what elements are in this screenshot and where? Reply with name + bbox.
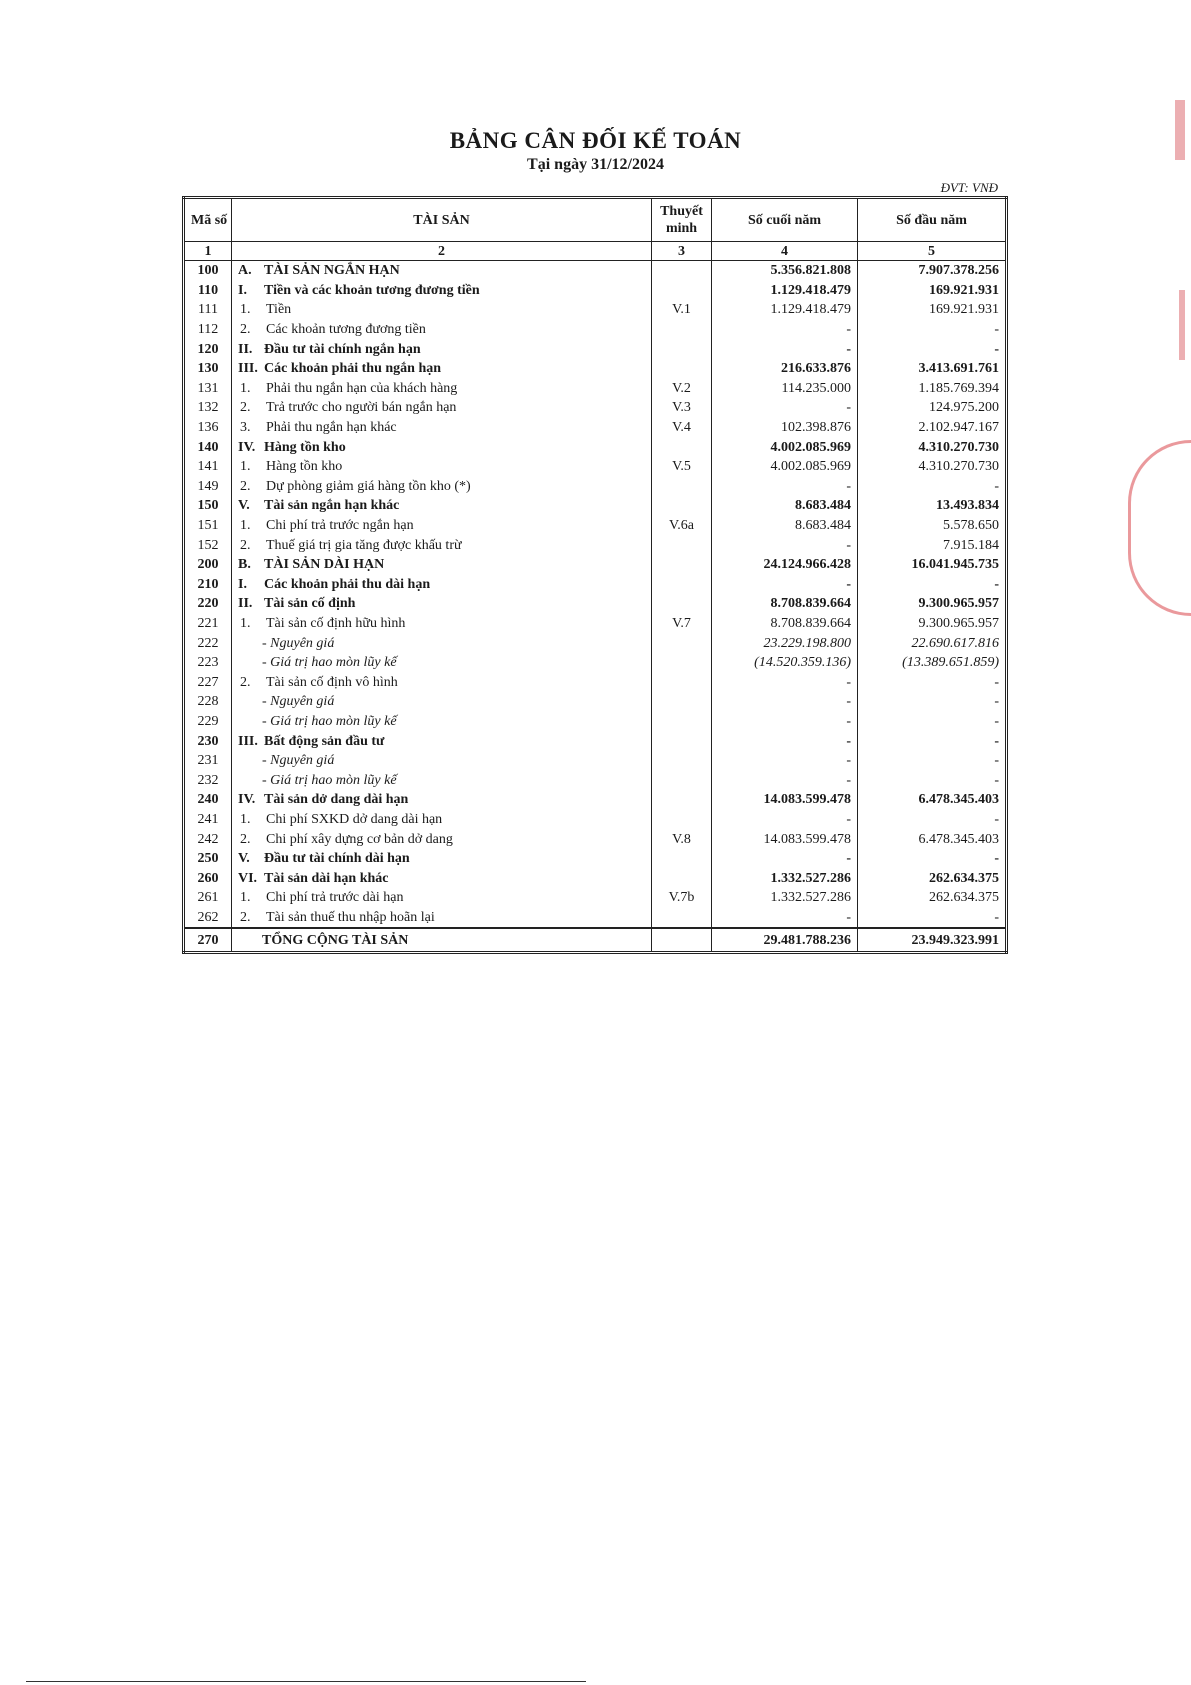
row-begin-value: -: [858, 477, 1007, 497]
red-seal-mark: [1179, 290, 1185, 360]
row-index: 2.: [240, 478, 251, 494]
table-row: [184, 908, 1007, 929]
row-name: Tài sản ngắn hạn khác: [264, 498, 400, 514]
col-number: 2: [232, 242, 652, 261]
row-name: TÀI SẢN NGẮN HẠN: [264, 263, 400, 279]
row-name: Hàng tồn kho: [266, 459, 343, 475]
row-note: V.7b: [652, 888, 712, 908]
row-code: 152: [184, 535, 232, 555]
row-end-value: 114.235.000: [712, 379, 858, 399]
total-row: [184, 928, 1007, 953]
row-index: B.: [238, 557, 251, 573]
row-name: - Nguyên giá: [262, 694, 335, 710]
row-begin-value: -: [858, 849, 1007, 869]
row-code: 131: [184, 379, 232, 399]
row-begin-value: 7.907.378.256: [858, 261, 1007, 281]
row-index: II.: [238, 341, 253, 357]
row-label: [232, 418, 652, 438]
row-code: 210: [184, 575, 232, 595]
row-label: [232, 829, 652, 849]
col-number: 3: [652, 242, 712, 261]
row-begin-value: 13.493.834: [858, 496, 1007, 516]
row-end-value: -: [712, 712, 858, 732]
row-note: [652, 731, 712, 751]
table-row: [184, 868, 1007, 888]
row-begin-value: -: [858, 575, 1007, 595]
row-begin-value: -: [858, 810, 1007, 830]
row-note: [652, 575, 712, 595]
row-label: [232, 281, 652, 301]
table-row: [184, 437, 1007, 457]
row-index: VI.: [238, 870, 258, 886]
row-end-value: -: [712, 477, 858, 497]
row-end-value: -: [712, 398, 858, 418]
row-end-value: -: [712, 908, 858, 929]
row-begin-value: 169.921.931: [858, 281, 1007, 301]
table-row: [184, 614, 1007, 634]
row-end-value: -: [712, 535, 858, 555]
row-name: Thuế giá trị gia tăng được khấu trừ: [266, 537, 462, 553]
row-name: Đầu tư tài chính dài hạn: [264, 851, 410, 867]
row-code: 120: [184, 339, 232, 359]
balance-sheet-table: [182, 196, 1008, 954]
total-begin-value: 23.949.323.991: [858, 928, 1007, 953]
row-code: 222: [184, 633, 232, 653]
row-name: Chi phí SXKD dở dang dài hạn: [266, 811, 443, 827]
row-index: 1.: [240, 302, 251, 318]
row-code: 149: [184, 477, 232, 497]
row-label: [232, 908, 652, 929]
red-seal-stamp: [1128, 440, 1191, 616]
row-end-value: 8.708.839.664: [712, 594, 858, 614]
row-label: [232, 790, 652, 810]
row-name: Trả trước cho người bán ngắn hạn: [266, 400, 457, 416]
row-note: V.3: [652, 398, 712, 418]
row-begin-value: 124.975.200: [858, 398, 1007, 418]
row-index: 1.: [240, 518, 251, 534]
row-name: Đầu tư tài chính ngắn hạn: [264, 341, 421, 357]
row-code: 151: [184, 516, 232, 536]
row-label: [232, 339, 652, 359]
red-seal-mark: [1175, 100, 1185, 160]
row-begin-value: 22.690.617.816: [858, 633, 1007, 653]
col-number: 1: [184, 242, 232, 261]
row-begin-value: 262.634.375: [858, 888, 1007, 908]
row-label: [232, 751, 652, 771]
row-note: [652, 712, 712, 732]
table-row: [184, 790, 1007, 810]
col-header-note-text: Thuyết minh: [660, 204, 703, 236]
row-note: [652, 868, 712, 888]
row-end-value: -: [712, 849, 858, 869]
row-name: Chi phí trả trước dài hạn: [266, 890, 404, 906]
row-end-value: -: [712, 692, 858, 712]
row-label: [232, 672, 652, 692]
row-note: [652, 790, 712, 810]
row-note: [652, 594, 712, 614]
row-code: 227: [184, 672, 232, 692]
row-label: [232, 614, 652, 634]
row-label: [232, 868, 652, 888]
row-code: 111: [184, 300, 232, 320]
row-index: 1.: [240, 380, 251, 396]
row-begin-value: -: [858, 731, 1007, 751]
row-begin-value: 9.300.965.957: [858, 594, 1007, 614]
row-index: 3.: [240, 420, 251, 436]
table-row: [184, 300, 1007, 320]
row-note: [652, 555, 712, 575]
total-note: [652, 928, 712, 953]
row-begin-value: 6.478.345.403: [858, 829, 1007, 849]
table-row: [184, 712, 1007, 732]
row-note: V.6a: [652, 516, 712, 536]
row-label: [232, 379, 652, 399]
row-name: Bất động sản đầu tư: [264, 733, 385, 749]
row-begin-value: -: [858, 320, 1007, 340]
row-end-value: 1.332.527.286: [712, 888, 858, 908]
row-code: 110: [184, 281, 232, 301]
table-row: [184, 751, 1007, 771]
row-note: V.8: [652, 829, 712, 849]
table-row: [184, 281, 1007, 301]
row-begin-value: 262.634.375: [858, 868, 1007, 888]
row-name: Tiền: [266, 302, 292, 318]
row-label: [232, 555, 652, 575]
row-index: 1.: [240, 615, 251, 631]
row-code: 130: [184, 359, 232, 379]
table-row: [184, 339, 1007, 359]
row-index: I.: [238, 282, 247, 298]
row-code: 250: [184, 849, 232, 869]
row-begin-value: -: [858, 692, 1007, 712]
row-label: [232, 535, 652, 555]
row-code: 230: [184, 731, 232, 751]
row-end-value: 4.002.085.969: [712, 457, 858, 477]
table-row: [184, 575, 1007, 595]
table-body: [184, 261, 1007, 929]
row-name: Các khoản phải thu ngắn hạn: [264, 361, 442, 377]
row-label: [232, 770, 652, 790]
row-note: V.5: [652, 457, 712, 477]
row-end-value: 1.332.527.286: [712, 868, 858, 888]
row-begin-value: -: [858, 672, 1007, 692]
table-row: [184, 555, 1007, 575]
table-row: [184, 359, 1007, 379]
row-label: [232, 653, 652, 673]
row-code: 231: [184, 751, 232, 771]
row-code: 141: [184, 457, 232, 477]
row-code: 241: [184, 810, 232, 830]
row-end-value: -: [712, 731, 858, 751]
row-end-value: 216.633.876: [712, 359, 858, 379]
row-index: A.: [238, 263, 252, 279]
row-name: - Giá trị hao mòn lũy kế: [262, 713, 397, 729]
table-header-row: [184, 198, 1007, 242]
row-code: 220: [184, 594, 232, 614]
col-header-code: Mã số: [184, 198, 232, 242]
row-index: 2.: [240, 322, 251, 338]
row-name: Tài sản thuế thu nhập hoãn lại: [266, 909, 435, 925]
row-index: II.: [238, 596, 253, 612]
row-begin-value: -: [858, 339, 1007, 359]
table-row: [184, 810, 1007, 830]
row-note: [652, 653, 712, 673]
row-name: Tiền và các khoản tương đương tiền: [264, 282, 480, 298]
row-code: 150: [184, 496, 232, 516]
row-label: [232, 575, 652, 595]
col-number: 4: [712, 242, 858, 261]
table-row: [184, 320, 1007, 340]
row-index: III.: [238, 361, 258, 377]
row-begin-value: -: [858, 770, 1007, 790]
document-date: Tại ngày 31/12/2024: [527, 156, 664, 173]
document-title: BẢNG CÂN ĐỐI KẾ TOÁN: [449, 128, 742, 153]
table-row: [184, 379, 1007, 399]
row-end-value: 14.083.599.478: [712, 829, 858, 849]
row-label: [232, 810, 652, 830]
row-code: 240: [184, 790, 232, 810]
row-note: [652, 281, 712, 301]
row-begin-value: 9.300.965.957: [858, 614, 1007, 634]
row-begin-value: -: [858, 712, 1007, 732]
table-row: [184, 261, 1007, 281]
row-index: 2.: [240, 400, 251, 416]
row-begin-value: 4.310.270.730: [858, 457, 1007, 477]
table-row: [184, 496, 1007, 516]
row-label: [232, 359, 652, 379]
row-index: 2.: [240, 674, 251, 690]
row-begin-value: -: [858, 751, 1007, 771]
row-label: [232, 692, 652, 712]
row-label: [232, 849, 652, 869]
row-code: 232: [184, 770, 232, 790]
table-row: [184, 418, 1007, 438]
row-begin-value: 4.310.270.730: [858, 437, 1007, 457]
row-begin-value: 169.921.931: [858, 300, 1007, 320]
row-index: V.: [238, 498, 250, 514]
table-row: [184, 692, 1007, 712]
row-end-value: -: [712, 770, 858, 790]
table-row: [184, 535, 1007, 555]
row-index: 2.: [240, 909, 251, 925]
row-begin-value: 6.478.345.403: [858, 790, 1007, 810]
row-end-value: 24.124.966.428: [712, 555, 858, 575]
row-name: Dự phòng giảm giá hàng tồn kho (*): [266, 478, 471, 494]
row-label: [232, 888, 652, 908]
row-name: TÀI SẢN DÀI HẠN: [264, 557, 385, 573]
row-end-value: -: [712, 672, 858, 692]
row-index: 1.: [240, 890, 251, 906]
row-end-value: (14.520.359.136): [712, 653, 858, 673]
row-name: - Giá trị hao mòn lũy kế: [262, 655, 397, 671]
row-name: Phải thu ngắn hạn khác: [266, 420, 397, 436]
table-row: [184, 849, 1007, 869]
row-index: III.: [238, 733, 258, 749]
row-name: Hàng tồn kho: [264, 439, 346, 455]
row-label: [232, 457, 652, 477]
row-note: [652, 339, 712, 359]
row-end-value: 14.083.599.478: [712, 790, 858, 810]
row-index: IV.: [238, 792, 256, 808]
row-code: 100: [184, 261, 232, 281]
table-row: [184, 457, 1007, 477]
row-note: [652, 359, 712, 379]
col-header-name: TÀI SẢN: [232, 198, 652, 242]
row-label: [232, 712, 652, 732]
row-begin-value: 16.041.945.735: [858, 555, 1007, 575]
row-end-value: -: [712, 320, 858, 340]
row-note: [652, 477, 712, 497]
row-index: IV.: [238, 439, 256, 455]
col-header-end: Số cuối năm: [712, 198, 858, 242]
row-label: [232, 516, 652, 536]
row-note: [652, 908, 712, 929]
row-label: [232, 300, 652, 320]
row-index: 2.: [240, 831, 251, 847]
table-row: [184, 653, 1007, 673]
row-end-value: 5.356.821.808: [712, 261, 858, 281]
row-end-value: 23.229.198.800: [712, 633, 858, 653]
table-row: [184, 888, 1007, 908]
table-row: [184, 594, 1007, 614]
row-code: 242: [184, 829, 232, 849]
row-code: 261: [184, 888, 232, 908]
row-label: [232, 261, 652, 281]
row-code: 228: [184, 692, 232, 712]
row-end-value: 4.002.085.969: [712, 437, 858, 457]
row-end-value: -: [712, 810, 858, 830]
row-code: 136: [184, 418, 232, 438]
table-row: [184, 829, 1007, 849]
row-note: [652, 849, 712, 869]
table-row: [184, 477, 1007, 497]
row-name: Tài sản cố định: [264, 596, 356, 612]
row-note: V.1: [652, 300, 712, 320]
row-code: 112: [184, 320, 232, 340]
row-begin-value: -: [858, 908, 1007, 929]
row-code: 229: [184, 712, 232, 732]
total-end-value: 29.481.788.236: [712, 928, 858, 953]
table-header-numbers: [184, 242, 1007, 261]
col-number: 5: [858, 242, 1007, 261]
row-label: [232, 398, 652, 418]
row-label: [232, 731, 652, 751]
row-note: [652, 535, 712, 555]
table-row: [184, 770, 1007, 790]
row-name: - Nguyên giá: [262, 753, 335, 769]
row-code: 200: [184, 555, 232, 575]
col-header-note: [652, 198, 712, 242]
row-note: [652, 320, 712, 340]
row-index: 1.: [240, 811, 251, 827]
row-name: Tài sản dài hạn khác: [264, 870, 389, 886]
row-index: 1.: [240, 459, 251, 475]
row-name: Tài sản cố định hữu hình: [266, 615, 406, 631]
row-note: [652, 496, 712, 516]
table-row: [184, 516, 1007, 536]
row-note: [652, 633, 712, 653]
row-name: Tài sản cố định vô hình: [266, 674, 398, 690]
table-row: [184, 672, 1007, 692]
row-end-value: 1.129.418.479: [712, 300, 858, 320]
row-end-value: -: [712, 339, 858, 359]
row-note: [652, 692, 712, 712]
row-note: V.4: [652, 418, 712, 438]
currency-unit: ĐVT: VNĐ: [940, 180, 998, 195]
total-label: TỔNG CỘNG TÀI SẢN: [232, 928, 652, 953]
row-end-value: -: [712, 751, 858, 771]
row-label: [232, 496, 652, 516]
row-name: Chi phí trả trước ngắn hạn: [266, 518, 414, 534]
row-name: Tài sản dở dang dài hạn: [264, 792, 409, 808]
row-note: [652, 751, 712, 771]
row-end-value: 8.708.839.664: [712, 614, 858, 634]
table-row: [184, 731, 1007, 751]
col-header-begin: Số đầu năm: [858, 198, 1007, 242]
row-end-value: 102.398.876: [712, 418, 858, 438]
row-index: V.: [238, 851, 250, 867]
total-code: 270: [184, 928, 232, 953]
row-note: [652, 770, 712, 790]
row-code: 132: [184, 398, 232, 418]
row-index: I.: [238, 576, 247, 592]
row-note: V.2: [652, 379, 712, 399]
row-name: Phải thu ngắn hạn của khách hàng: [266, 380, 458, 396]
footer-rule: [26, 1681, 586, 1682]
row-end-value: 8.683.484: [712, 516, 858, 536]
row-label: [232, 437, 652, 457]
row-label: [232, 633, 652, 653]
row-name: - Nguyên giá: [262, 635, 335, 651]
row-end-value: 8.683.484: [712, 496, 858, 516]
row-code: 260: [184, 868, 232, 888]
row-index: 2.: [240, 537, 251, 553]
table-row: [184, 633, 1007, 653]
row-note: [652, 810, 712, 830]
row-note: [652, 261, 712, 281]
row-begin-value: 5.578.650: [858, 516, 1007, 536]
row-code: 262: [184, 908, 232, 929]
row-name: - Giá trị hao mòn lũy kế: [262, 772, 397, 788]
row-name: Chi phí xây dựng cơ bản dở dang: [266, 831, 453, 847]
row-label: [232, 594, 652, 614]
row-name: Các khoản phải thu dài hạn: [264, 576, 431, 592]
table-row: [184, 398, 1007, 418]
row-begin-value: 1.185.769.394: [858, 379, 1007, 399]
row-begin-value: 7.915.184: [858, 535, 1007, 555]
row-label: [232, 320, 652, 340]
row-code: 223: [184, 653, 232, 673]
row-note: [652, 437, 712, 457]
row-label: [232, 477, 652, 497]
row-name: Các khoản tương đương tiền: [266, 322, 426, 338]
row-code: 221: [184, 614, 232, 634]
row-begin-value: 2.102.947.167: [858, 418, 1007, 438]
row-begin-value: 3.413.691.761: [858, 359, 1007, 379]
row-note: V.7: [652, 614, 712, 634]
row-end-value: -: [712, 575, 858, 595]
row-begin-value: (13.389.651.859): [858, 653, 1007, 673]
row-note: [652, 672, 712, 692]
row-code: 140: [184, 437, 232, 457]
row-end-value: 1.129.418.479: [712, 281, 858, 301]
